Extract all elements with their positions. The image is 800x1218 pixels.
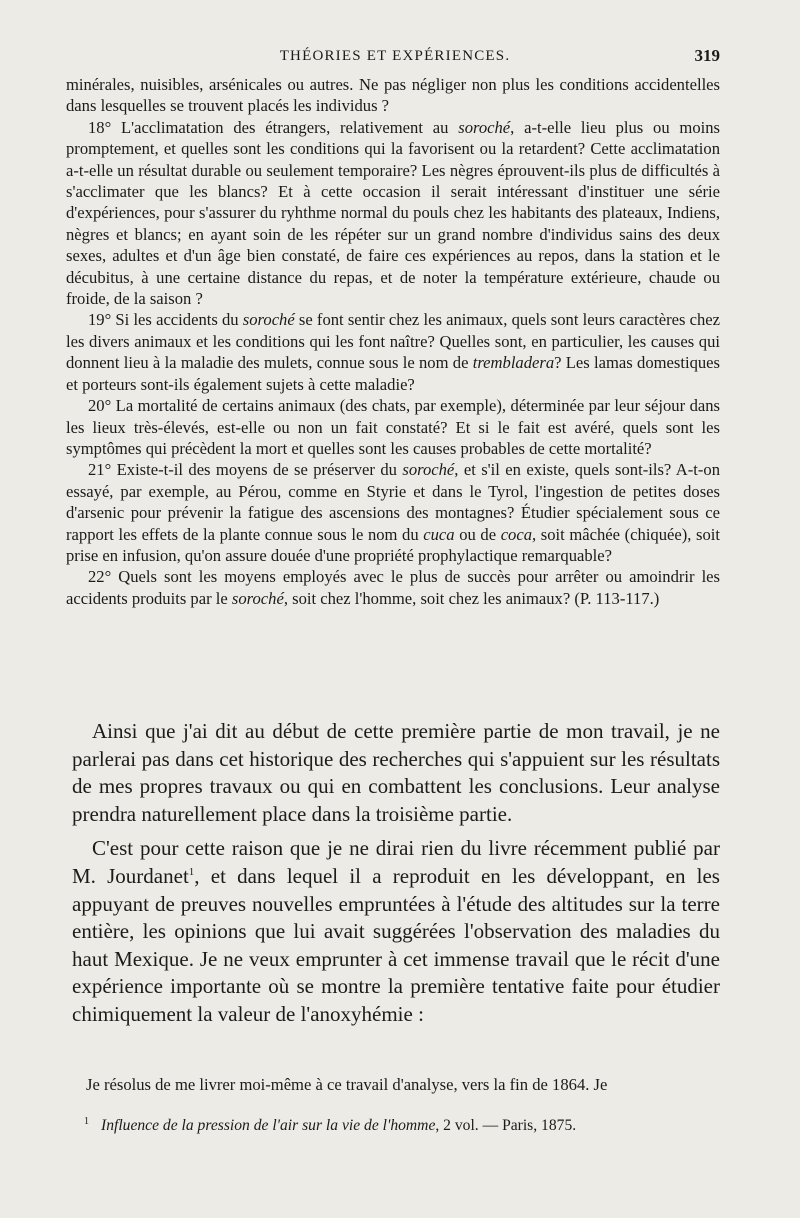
q21-term-3: coca: [500, 524, 533, 544]
q18-text-b: , a-t-elle lieu plus ou moins promptement, et quelles sont les conditions qui la favorisent ou la retardent? Cette acclimatation a-t-elle un résultat durable ou seulement temporaire? Les nègres éprouvent-ils plus de difficultés à s'acclimater que les blancs? Et à cette occasion il serait intéressant d'instituer une série d'expériences, pour s'assurer du ryhthme normal du pouls chez les habitants des plateaux, Indiens, nègres et blancs; en ayant soin de les répéter sur un grand nombre d'individus sains des deux sexes, adultes et d'un âge bien constaté, de faire ces expériences au repos, dans la station et le décubitus, à une certaine distance du repas, et de noter la température extérieure, chaude ou froide, de la saison ?: [66, 117, 721, 309]
q21-text-d: , soit mâchée (chiquée), soit prise en infusion, qu'on assure douée d'une propriété prophylactique remarquable?: [66, 524, 721, 565]
footnote-mark: 1: [84, 1116, 89, 1127]
footnote-reference[interactable]: 1: [188, 865, 195, 878]
running-title: THÉORIES ET EXPÉRIENCES.: [279, 48, 511, 64]
q21-text-a: 21° Existe-t-il des moyens de se préserver du: [88, 460, 403, 480]
q22-text-a: 22° Quels sont les moyens employés avec le plus de succès pour arrêter ou amoindrir les accidents produits par le: [66, 567, 720, 608]
footnote-details: , 2 vol. — Paris, 1875.: [435, 1117, 577, 1135]
q18-text-a: 18° L'acclimatation des étrangers, relativement au: [88, 117, 459, 137]
paragraph-1: Ainsi que j'ai dit au début de cette première partie de mon travail, je ne parlerai pas dans cet historique des recherches qui s'appuient sur les résultats de mes propres travaux ou qui en combattent les conclusions. Leur analyse prendra naturellement place dans la troisième partie.: [72, 719, 720, 826]
q21-text-b: , et s'il en existe, quels sont-ils? A-t-on essayé, par exemple, au Pérou, comme en Styrie et dans le Tyrol, l'ingestion de petites doses d'arsenic pour prévenir la fatigue des ascensions des montagnes? Étudier spécialement sous ce rapport les effets de la plante connue sous le nom du: [66, 460, 720, 544]
q18-term: soroché: [458, 117, 511, 137]
q22-term: soroché: [231, 588, 284, 608]
q21-text-c: ou de: [454, 524, 501, 544]
question-17-end: minérales, nuisibles, arsénicales ou autres. Ne pas négliger non plus les conditions accidentelles dans lesquelles se trouvent placés les individus ?: [66, 75, 720, 116]
q19-term-2: trembladera: [472, 353, 555, 373]
paragraph-2-text-b: , et dans lequel il a reproduit en les développant, en les appuyant de preuves nouvelles empruntées à l'étude des altitudes sur la terre entière, les opinions que lui avait suggérées l'observation des maladies du haut Mexique. Je ne veux emprunter à cet immense travail que le récit d'une expérience importante où se montre la première tentative faite pour étudier chimiquement la valeur de l'anoxyhémie :: [72, 863, 720, 1026]
q19-text-c: ? Les lamas domestiques et porteurs sont-ils également sujets à cette maladie?: [66, 353, 720, 394]
questionnaire-section: [66, 74, 720, 609]
question-19: [66, 309, 720, 395]
footnote: [84, 1112, 720, 1136]
main-text: [72, 718, 720, 1036]
question-21: [66, 459, 720, 566]
question-20: 20° La mortalité de certains animaux (des chats, par exemple), déterminée par leur séjour dans les lieux très-élevés, est-elle ou non un fait constaté? Et si le fait est avéré, quels sont les symptômes qui précèdent la mort et quelles sont les causes probables de cette mortalité?: [66, 396, 720, 458]
question-18: [66, 117, 720, 310]
q19-term-1: soroché: [242, 310, 295, 330]
q21-term-2: cuca: [423, 524, 455, 544]
closing-line: [86, 1074, 720, 1096]
footnote-title: Influence de la pression de l'air sur la vie de l'homme: [101, 1117, 436, 1135]
page-header: [70, 44, 720, 68]
question-22: [66, 566, 720, 609]
q19-text-a: 19° Si les accidents du: [88, 310, 243, 330]
quoted-paragraph-start: Je résolus de me livrer moi-même à ce travail d'analyse, vers la fin de 1864. Je: [86, 1075, 608, 1094]
paragraph-2-text-a: C'est pour cette raison que je ne dirai rien du livre récemment publié par M. Jourdanet: [72, 836, 720, 888]
paragraph-2: [72, 835, 720, 1028]
q19-text-b: se font sentir chez les animaux, quels sont leurs caractères chez les divers animaux et les conditions qui les font naître? Quelles sont, en particulier, les causes qui donnent lieu à la maladie des mulets, connue sous le nom de: [66, 310, 721, 373]
q21-term-1: soroché: [402, 460, 455, 480]
q22-text-b: , soit chez l'homme, soit chez les animaux? (P. 113-117.): [283, 588, 660, 608]
page-number: 319: [694, 46, 720, 65]
